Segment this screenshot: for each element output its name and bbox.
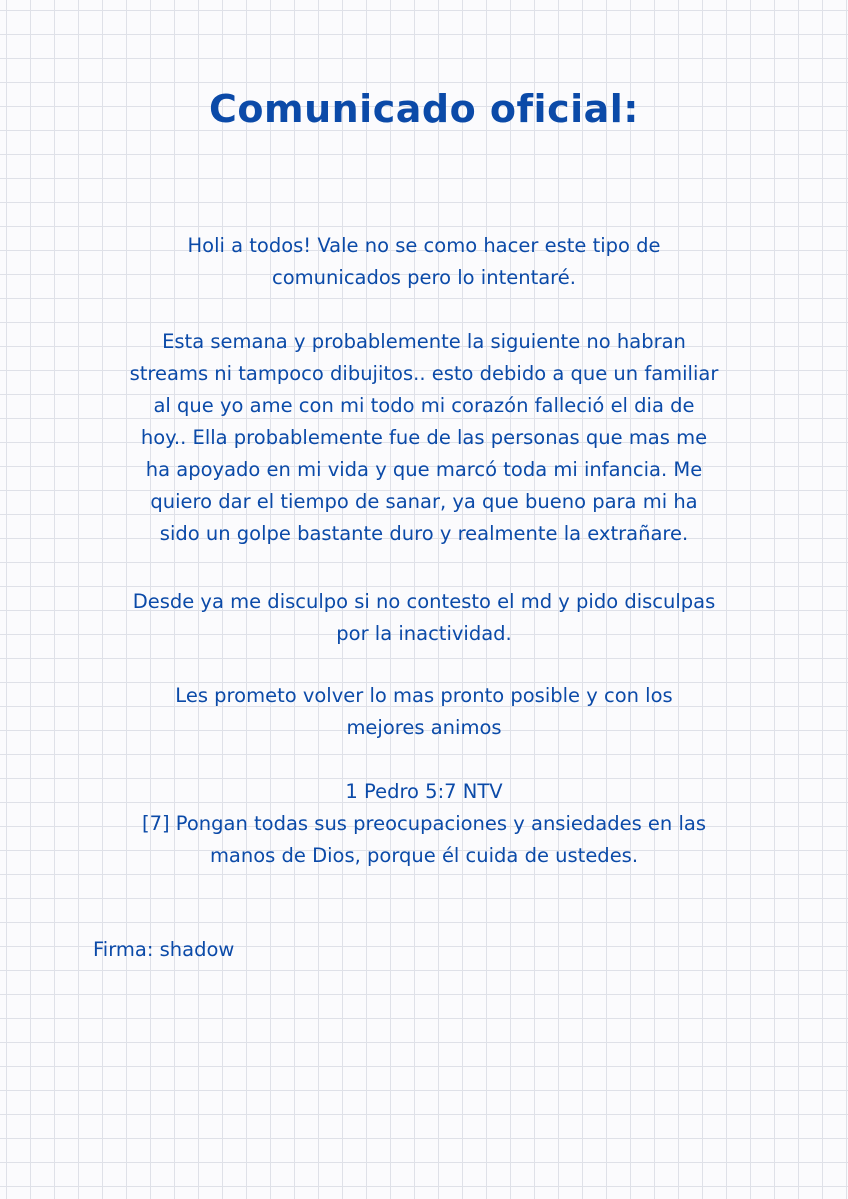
text-line: por la inactividad.: [336, 622, 512, 645]
paragraph-greeting: [80, 230, 768, 294]
text-line: mejores animos: [346, 716, 502, 739]
text-line: Esta semana y probablemente la siguiente no habran: [162, 330, 686, 353]
text-line: streams ni tampoco dibujitos.. esto debido a que un familiar: [129, 362, 719, 385]
page-title: Comunicado oficial:: [208, 87, 639, 132]
paragraph-announcement: [80, 326, 768, 550]
text-line: Les prometo volver lo mas pronto posible y con los: [175, 684, 673, 707]
text-line: quiero dar el tiempo de sanar, ya que bueno para mi ha: [150, 490, 698, 513]
text-line: [7] Pongan todas sus preocupaciones y ansiedades en las: [141, 812, 707, 835]
paragraph-apology: [80, 586, 768, 650]
paragraph-promise: [80, 680, 768, 744]
text-line: hoy.. Ella probablemente fue de las personas que mas me: [140, 426, 708, 449]
verse-reference: 1 Pedro 5:7 NTV: [345, 780, 503, 803]
text-line: Desde ya me disculpo si no contesto el md y pido disculpas: [132, 590, 716, 613]
text-line: manos de Dios, porque él cuida de ustedes.: [209, 844, 639, 867]
text-line: al que yo ame con mi todo mi corazón falleció el dia de: [153, 394, 695, 417]
signature: Firma: shadow: [93, 938, 235, 961]
paragraph-verse: [80, 776, 768, 872]
text-line: ha apoyado en mi vida y que marcó toda mi infancia. Me: [145, 458, 703, 481]
text-line: comunicados pero lo intentaré.: [272, 266, 576, 289]
text-line: sido un golpe bastante duro y realmente la extrañare.: [159, 522, 689, 545]
text-line: Holi a todos! Vale no se como hacer este tipo de: [187, 234, 661, 257]
